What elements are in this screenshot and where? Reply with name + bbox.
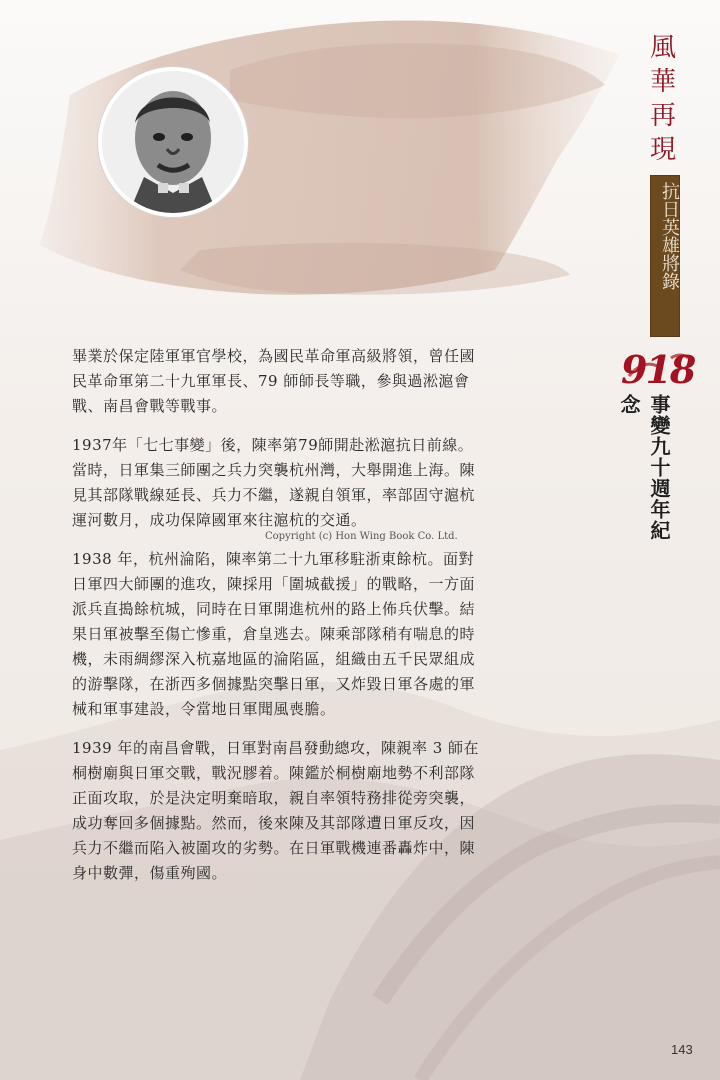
paragraph-2: 1937年「七七事變」後，陳率第79師開赴淞滬抗日前線。當時，日軍集三師團之兵力突襲杭州灣，大舉開進上海。陳見其部隊戰線延長、兵力不繼，遂親自領軍，率部固守滬杭運河數月，成功保障國軍來往滬杭的交通。 — [72, 436, 476, 529]
brand-series-text: 抗日英雄將錄 — [659, 182, 680, 290]
logo-918: 918 — [621, 347, 695, 392]
anniversary-label: 事變九十週年紀念 — [617, 394, 671, 541]
calligraphy-char-3: 再 — [649, 101, 677, 131]
calligraphy-char-4: 現 — [649, 135, 677, 165]
article-body — [72, 344, 486, 900]
portrait-image — [102, 71, 244, 213]
brand-series-box — [650, 175, 680, 337]
page-number: 143 — [671, 1042, 693, 1057]
portrait-photo — [98, 67, 248, 217]
paragraph-1: 畢業於保定陸軍軍官學校，為國民革命軍高級將領，曾任國民革命軍第二十九軍軍長、79 師師長等職，參與過淞滬會戰、南昌會戰等戰事。 — [72, 347, 476, 415]
paragraph-3: 1938 年，杭州淪陷，陳率第二十九軍移駐浙東餘杭。面對日軍四大師團的進攻，陳採用「圍城截援」的戰略，一方面派兵直搗餘杭城，同時在日軍開進杭州的路上佈兵伏擊。結果日軍被擊至傷亡慘重，倉皇逃去。陳乘部隊稍有喘息的時機，未雨綢繆深入杭嘉地區的淪陷區，組織由五千民眾組成的游擊隊，在浙西多個據點突擊日軍，又炸毀日軍各處的軍械和軍事建設，令當地日軍聞風喪膽。 — [72, 550, 476, 718]
calligraphy-title — [642, 32, 684, 172]
calligraphy-char-2: 華 — [649, 67, 677, 97]
calligraphy-char-1: 風 — [649, 33, 677, 63]
copyright-notice: Copyright (c) Hon Wing Book Co. Ltd. — [265, 531, 458, 542]
paragraph-4: 1939 年的南昌會戰，日軍對南昌發動總攻，陳親率 3 師在桐樹廟與日軍交戰，戰況膠着。陳鑑於桐樹廟地勢不利部隊正面攻取，於是決定明棄暗取，親自率領特務排從旁突襲，成功奪回多個據點。然而，後來陳及其部隊遭日軍反攻，因兵力不繼而陷入被圍攻的劣勢。在日軍戰機連番轟炸中，陳身中數彈，傷重殉國。 — [72, 739, 480, 882]
